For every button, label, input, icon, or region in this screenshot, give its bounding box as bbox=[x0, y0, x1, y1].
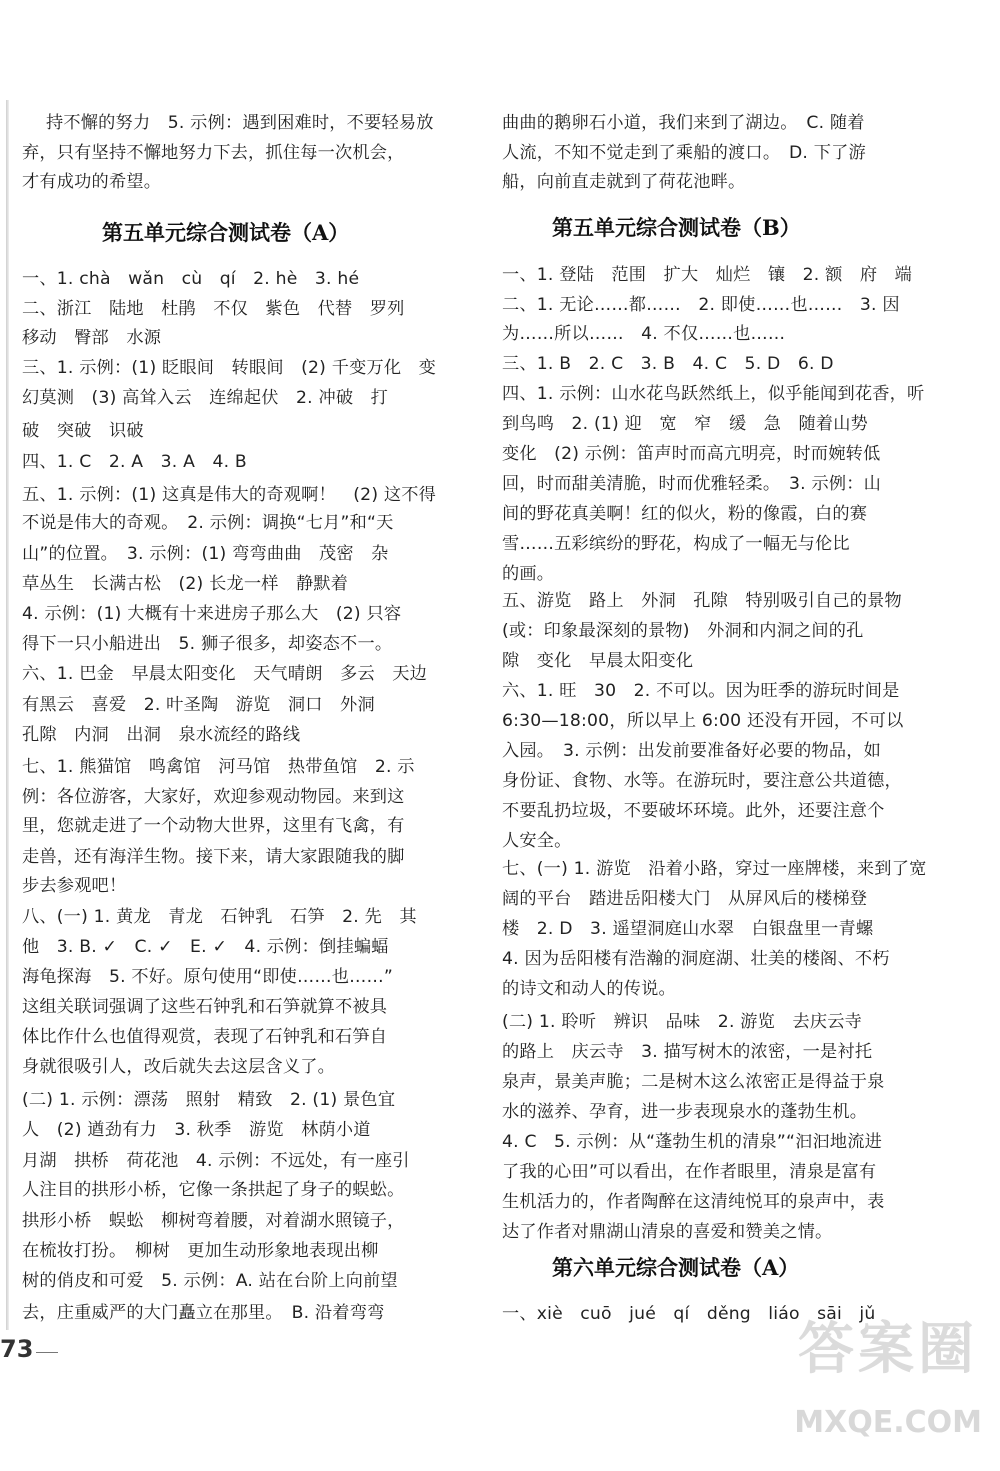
book-spine-edge bbox=[6, 100, 9, 1330]
answer-line: 人 (2) 遒劲有力 3. 秋季 游览 林荫小道 bbox=[22, 1120, 371, 1140]
text-line: 船，向前直走就到了荷花池畔。 bbox=[502, 172, 746, 192]
page-number: 73 bbox=[0, 1335, 34, 1363]
answer-line: 八、(一) 1. 黄龙 青龙 石钟乳 石笋 2. 先 其 bbox=[22, 907, 417, 927]
answer-line: 楼 2. D 3. 遥望洞庭山水翠 白银盘里一青螺 bbox=[502, 919, 874, 939]
text-line: 持不懈的努力 5. 示例：遇到困难时，不要轻易放 bbox=[46, 113, 434, 133]
answer-line: 到鸟鸣 2. (1) 迎 宽 窄 缓 急 随着山势 bbox=[502, 414, 869, 434]
answer-line: 为……所以…… 4. 不仅……也…… bbox=[502, 324, 786, 344]
answer-line: 七、(一) 1. 游览 沿着小路，穿过一座牌楼，来到了宽 bbox=[502, 859, 927, 879]
answer-line: 山”的位置。 3. 示例：(1) 弯弯曲曲 茂密 杂 bbox=[22, 544, 389, 564]
text-line: 才有成功的希望。 bbox=[22, 172, 162, 192]
answer-line: 一、1. 登陆 范围 扩大 灿烂 镶 2. 额 府 端 bbox=[502, 265, 913, 285]
answer-line: 破 突破 识破 bbox=[22, 421, 144, 441]
answer-line: 的画。 bbox=[502, 564, 555, 584]
answer-line: 六、1. 巴金 早晨太阳变化 天气晴朗 多云 天边 bbox=[22, 664, 427, 684]
answer-line: 一、1. chà wǎn cù qí 2. hè 3. hé bbox=[22, 269, 360, 289]
answer-line: 六、1. 旺 30 2. 不可以。因为旺季的游玩时间是 bbox=[502, 681, 900, 701]
answer-line: 4. 因为岳阳楼有浩瀚的洞庭湖、壮美的楼阁、不朽 bbox=[502, 949, 890, 969]
answer-line: 水的滋养、孕育，进一步表现泉水的蓬勃生机。 bbox=[502, 1102, 868, 1122]
answer-line: 入园。 3. 示例：出发前要准备好必要的物品，如 bbox=[502, 741, 882, 761]
answer-line: 移动 臀部 水源 bbox=[22, 328, 162, 348]
answer-line: 四、1. C 2. A 3. A 4. B bbox=[22, 452, 247, 472]
section-heading-unit5-a: 第五单元综合测试卷（A） bbox=[102, 220, 350, 245]
answer-line: 步去参观吧！ bbox=[22, 876, 127, 896]
answer-line: (或：印象最深刻的景物) 外洞和内洞之间的孔 bbox=[502, 621, 864, 641]
answer-line: 孔隙 内洞 出洞 泉水流经的路线 bbox=[22, 725, 301, 745]
answer-line: 身份证、食物、水等。在游玩时，要注意公共道德， bbox=[502, 771, 902, 791]
answer-line: 得下一只小船进出 5. 狮子很多，却姿态不一。 bbox=[22, 634, 393, 654]
text-line: 弃，只有坚持不懈地努力下去，抓住每一次机会， bbox=[22, 143, 405, 163]
answer-line: 4. 示例：(1) 大概有十来进房子那么大 (2) 只容 bbox=[22, 604, 402, 624]
answer-line: 的路上 庆云寺 3. 描写树木的浓密，一是衬托 bbox=[502, 1042, 873, 1062]
answer-line: 拱形小桥 蜈蚣 柳树弯着腰，对着湖水照镜子， bbox=[22, 1211, 405, 1231]
answer-line: 四、1. 示例：山水花鸟跃然纸上，似乎能闻到花香，听 bbox=[502, 384, 925, 404]
section-heading-unit5-b: 第五单元综合测试卷（B） bbox=[552, 215, 801, 240]
answer-line: 阔的平台 踏进岳阳楼大门 从屏风后的楼梯登 bbox=[502, 889, 868, 909]
answer-line: (二) 1. 示例：漂荡 照射 精致 2. (1) 景色宜 bbox=[22, 1090, 396, 1110]
answer-line: 泉声，景美声脆；二是树木这么浓密正是得益于泉 bbox=[502, 1072, 885, 1092]
answer-line: 树的俏皮和可爱 5. 示例：A. 站在台阶上向前望 bbox=[22, 1271, 398, 1291]
answer-line: 这组关联词强调了这些石钟乳和石笋就算不被具 bbox=[22, 997, 388, 1017]
answer-line: 在梳妆打扮。 柳树 更加生动形象地表现出柳 bbox=[22, 1241, 379, 1261]
answer-line: 变化 (2) 示例：笛声时而高亢明亮，时而婉转低 bbox=[502, 444, 881, 464]
answer-line: 走兽，还有海洋生物。接下来，请大家跟随我的脚 bbox=[22, 847, 405, 867]
answer-line: 月湖 拱桥 荷花池 4. 示例：不远处，有一座引 bbox=[22, 1151, 410, 1171]
answer-line: 去，庄重威严的大门矗立在那里。 B. 沿着弯弯 bbox=[22, 1303, 385, 1323]
answer-line: 6:30—18:00，所以早上 6:00 还没有开园，不可以 bbox=[502, 711, 904, 731]
answer-line: 人安全。 bbox=[502, 831, 572, 851]
answer-line: 达了作者对鼎湖山清泉的喜爱和赞美之情。 bbox=[502, 1222, 833, 1242]
answer-line: 隙 变化 早晨太阳变化 bbox=[502, 651, 694, 671]
answer-line: 七、1. 熊猫馆 鸣禽馆 河马馆 热带鱼馆 2. 示 bbox=[22, 757, 415, 777]
answer-line: 幻莫测 (3) 高耸入云 连绵起伏 2. 冲破 打 bbox=[22, 388, 389, 408]
page-number-rule bbox=[36, 1352, 58, 1353]
answer-line: 他 3. B. ✓ C. ✓ E. ✓ 4. 示例：倒挂蝙蝠 bbox=[22, 937, 389, 957]
answer-line: 例：各位游客，大家好，欢迎参观动物园。来到这 bbox=[22, 787, 405, 807]
answer-line: 不要乱扔垃圾，不要破坏环境。此外，还要注意个 bbox=[502, 801, 885, 821]
answer-line: 人注目的拱形小桥，它像一条拱起了身子的蜈蚣。 bbox=[22, 1180, 405, 1200]
answer-line: (二) 1. 聆听 辨识 品味 2. 游览 去庆云寺 bbox=[502, 1012, 862, 1032]
answer-line: 了我的心田”可以看出，在作者眼里，清泉是富有 bbox=[502, 1162, 877, 1182]
answer-line: 体比作什么也值得观赏，表现了石钟乳和石笋自 bbox=[22, 1027, 388, 1047]
section-heading-unit6-a: 第六单元综合测试卷（A） bbox=[552, 1255, 800, 1280]
answer-line: 生机活力的，作者陶醉在这清纯悦耳的泉声中，表 bbox=[502, 1192, 885, 1212]
answer-line: 4. C 5. 示例：从“蓬勃生机的清泉”“汩汩地流进 bbox=[502, 1132, 883, 1152]
answer-line: 回，时而甜美清脆，时而优雅轻柔。 3. 示例：山 bbox=[502, 474, 882, 494]
answer-line: 里，您就走进了一个动物大世界，这里有飞禽，有 bbox=[22, 816, 405, 836]
answer-line: 间的野花真美啊！红的似火，粉的像霞，白的赛 bbox=[502, 504, 868, 524]
answer-line: 二、浙江 陆地 杜鹃 不仅 紫色 代替 罗列 bbox=[22, 299, 405, 319]
text-line: 人流，不知不觉走到了乘船的渡口。 D. 下了游 bbox=[502, 143, 866, 163]
answer-line: 海龟探海 5. 不好。原句使用“即使……也……” bbox=[22, 967, 394, 987]
watermark-url: MXQE.COM bbox=[794, 1405, 982, 1440]
answer-line: 的诗文和动人的传说。 bbox=[502, 979, 676, 999]
text-line: 曲曲的鹅卵石小道，我们来到了湖边。 C. 随着 bbox=[502, 113, 865, 133]
watermark-logo-text: 答案圈 bbox=[798, 1317, 978, 1382]
answer-line: 二、1. 无论……都…… 2. 即使……也…… 3. 因 bbox=[502, 295, 900, 315]
answer-line: 三、1. 示例：(1) 眨眼间 转眼间 (2) 千变万化 变 bbox=[22, 358, 437, 378]
answer-line: 五、1. 示例：(1) 这真是伟大的奇观啊！ (2) 这不得 bbox=[22, 485, 437, 505]
answer-line: 草丛生 长满古松 (2) 长龙一样 静默着 bbox=[22, 574, 349, 594]
answer-line: 不说是伟大的奇观。 2. 示例：调换“七月”和“天 bbox=[22, 513, 394, 533]
answer-line: 五、游览 路上 外洞 孔隙 特别吸引自己的景物 bbox=[502, 591, 902, 611]
answer-line: 身就很吸引人，改后就失去这层含义了。 bbox=[22, 1057, 335, 1077]
answer-line: 一、xiè cuō jué qí děng liáo sāi jǔ bbox=[502, 1304, 876, 1324]
watermark bbox=[752, 1295, 992, 1465]
answer-line: 有黑云 喜爱 2. 叶圣陶 游览 洞口 外洞 bbox=[22, 695, 375, 715]
answer-line: 三、1. B 2. C 3. B 4. C 5. D 6. D bbox=[502, 354, 834, 374]
answer-line: 雪……五彩缤纷的野花，构成了一幅无与伦比 bbox=[502, 534, 850, 554]
